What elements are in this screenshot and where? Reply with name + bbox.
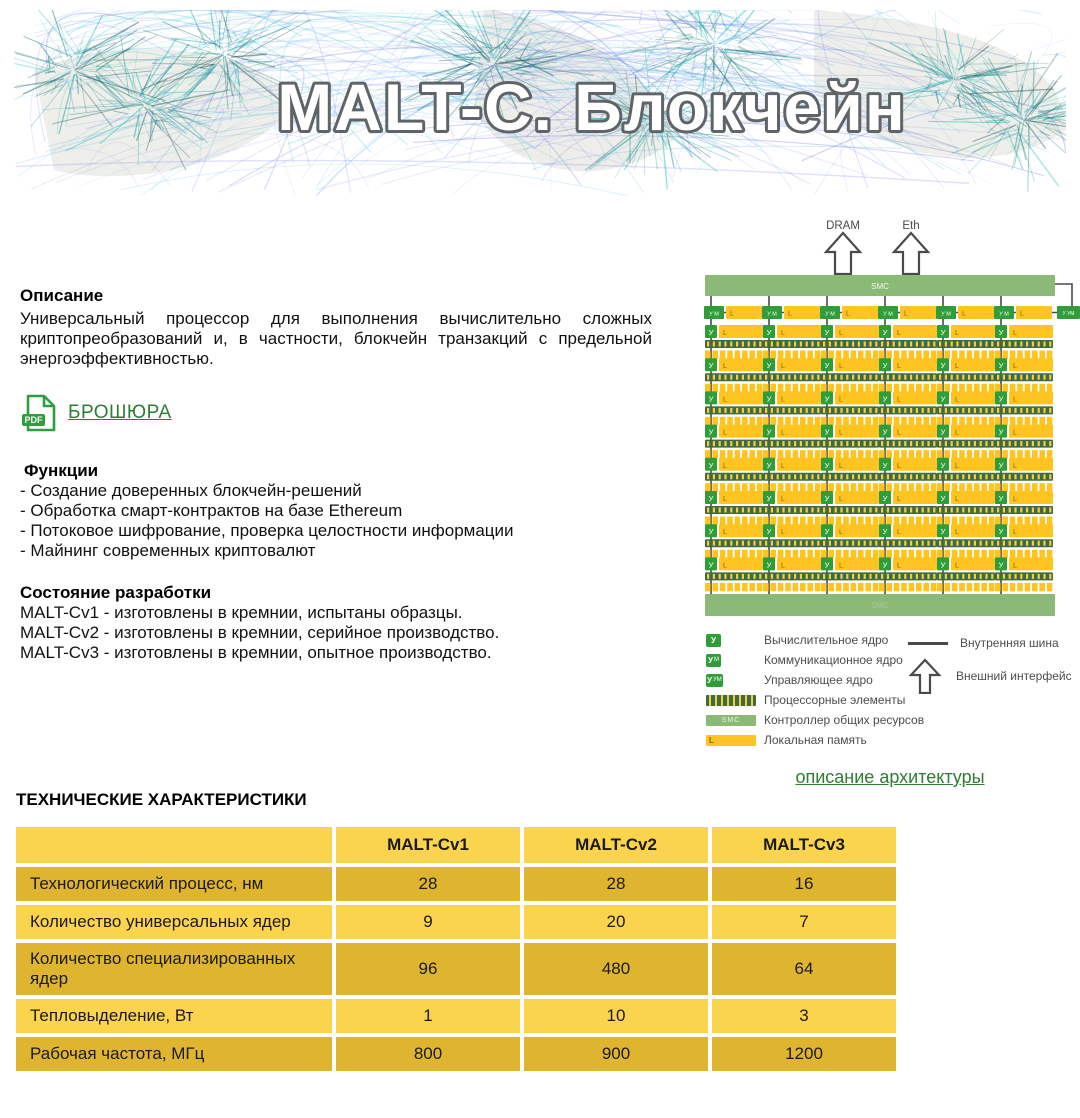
status-item: MALT-Cv3 - изготовлены в кремнии, опытное производство.	[20, 643, 492, 662]
spec-cell: 96	[336, 943, 520, 995]
svg-text:L: L	[897, 462, 901, 470]
legend-item	[908, 658, 1074, 694]
svg-text:L: L	[839, 496, 843, 503]
spec-column-header: MALT-Cv1	[336, 827, 520, 863]
description-text: Универсальный процессор для выполнения вычислительно сложных криптопреобразований и, в частности, блокчейн транзакций с предельной энергоэффективностью.	[20, 309, 652, 368]
legend-label: Коммуникационное ядро	[764, 653, 903, 667]
svg-text:У: У	[998, 494, 1004, 503]
svg-text:L: L	[846, 310, 850, 318]
svg-text:Eth: Eth	[902, 220, 920, 232]
memory-bar-icon: L	[706, 735, 764, 746]
svg-text:У: У	[998, 560, 1004, 570]
function-item: - Создание доверенных блокчейн-решений	[20, 481, 362, 500]
legend-item	[908, 636, 1074, 650]
spec-cell: 28	[524, 867, 708, 901]
functions-list	[20, 481, 652, 561]
spec-cell: 1	[336, 999, 520, 1033]
svg-text:L: L	[897, 429, 901, 437]
svg-text:L: L	[897, 363, 901, 371]
svg-text:L: L	[781, 330, 785, 337]
svg-text:L: L	[781, 562, 785, 570]
spec-cell: 64	[712, 943, 896, 995]
compute-core-icon: У	[706, 634, 764, 647]
svg-text:У: У	[940, 328, 946, 337]
pe-bar-icon	[706, 695, 764, 706]
smc-bar-icon: SMC	[706, 715, 764, 726]
svg-text:L: L	[839, 330, 843, 337]
spec-row-label: Технологический процесс, нм	[16, 867, 332, 901]
svg-text:У: У	[824, 427, 830, 437]
svg-text:У М: У М	[999, 311, 1009, 318]
legend-item	[706, 733, 1080, 747]
svg-text:У: У	[708, 527, 714, 537]
spec-cell: 7	[712, 905, 896, 939]
svg-text:SMC: SMC	[871, 601, 889, 610]
svg-text:L: L	[839, 363, 843, 371]
svg-text:L: L	[1013, 562, 1017, 570]
svg-text:L: L	[1013, 396, 1017, 404]
svg-text:L: L	[897, 396, 901, 404]
brochure-label[interactable]: БРОШЮРА	[68, 402, 172, 423]
spec-cell: 28	[336, 867, 520, 901]
svg-text:L: L	[781, 496, 785, 503]
svg-text:У: У	[940, 560, 946, 570]
svg-text:PDF: PDF	[24, 415, 43, 425]
spec-cell: 1200	[712, 1037, 896, 1071]
legend-right	[908, 633, 1074, 694]
architecture-link[interactable]: описание архитектуры	[795, 767, 985, 787]
svg-text:У: У	[882, 494, 888, 503]
svg-text:У М: У М	[767, 311, 777, 318]
functions-heading: Функции	[24, 461, 99, 480]
svg-text:У: У	[882, 361, 888, 371]
spec-cell: 16	[712, 867, 896, 901]
spec-cell: 800	[336, 1037, 520, 1071]
svg-text:L: L	[781, 363, 785, 371]
svg-text:L: L	[955, 496, 959, 503]
left-column	[20, 286, 652, 663]
legend-label: Локальная память	[764, 733, 867, 747]
svg-text:L: L	[1013, 363, 1017, 371]
svg-text:У: У	[882, 427, 888, 437]
spec-column-header: MALT-Cv3	[712, 827, 896, 863]
svg-text:У: У	[766, 361, 772, 371]
banner-network-art	[14, 10, 1066, 196]
svg-text:У: У	[708, 427, 714, 437]
spec-row-label: Количество специализированных ядер	[16, 943, 332, 995]
control-core-icon: У УМ	[707, 675, 722, 685]
spec-row-label: Тепловыделение, Вт	[16, 999, 332, 1033]
spec-row-label: Количество универсальных ядер	[16, 905, 332, 939]
svg-text:У: У	[940, 394, 946, 404]
svg-text:L: L	[723, 529, 727, 537]
svg-text:L: L	[1013, 462, 1017, 470]
svg-text:L: L	[723, 562, 727, 570]
svg-text:У: У	[824, 328, 830, 337]
brochure-link[interactable]	[20, 393, 172, 433]
legend-label: Контроллер общих ресурсов	[764, 713, 925, 727]
banner-title: MALT-C. Блокчейн	[277, 70, 907, 144]
svg-text:L: L	[1013, 496, 1017, 503]
svg-text:L: L	[897, 496, 901, 503]
external-arrow-icon	[908, 658, 942, 694]
svg-text:У: У	[766, 527, 772, 537]
spec-cell: 480	[524, 943, 708, 995]
svg-text:У: У	[766, 560, 772, 570]
svg-text:L: L	[788, 310, 792, 318]
svg-text:У: У	[708, 494, 714, 503]
svg-text:L: L	[781, 396, 785, 404]
specs-heading: ТЕХНИЧЕСКИЕ ХАРАКТЕРИСТИКИ	[16, 790, 307, 809]
svg-text:L: L	[962, 310, 966, 318]
svg-text:L: L	[839, 396, 843, 404]
svg-text:У: У	[766, 328, 772, 337]
spec-cell: 900	[524, 1037, 708, 1071]
svg-text:L: L	[723, 462, 727, 470]
spec-column-header: MALT-Cv2	[524, 827, 708, 863]
svg-text:У: У	[998, 427, 1004, 437]
svg-text:L: L	[723, 496, 727, 503]
svg-text:У: У	[998, 361, 1004, 371]
svg-text:У: У	[940, 527, 946, 537]
svg-text:L: L	[730, 310, 734, 318]
function-item: - Майнинг современных криптовалют	[20, 541, 316, 560]
svg-text:L: L	[955, 562, 959, 570]
svg-text:L: L	[839, 462, 843, 470]
svg-text:У УМ: У УМ	[1062, 311, 1075, 317]
spec-cell: 10	[524, 999, 708, 1033]
function-item: - Обработка смарт-контрактов на базе Ethereum	[20, 501, 403, 520]
pdf-icon[interactable]	[20, 393, 60, 433]
svg-text:L: L	[955, 429, 959, 437]
description-heading: Описание	[20, 286, 104, 305]
svg-text:L: L	[1013, 330, 1017, 337]
svg-text:У: У	[824, 494, 830, 503]
svg-text:У М: У М	[883, 311, 893, 318]
svg-text:У: У	[882, 328, 888, 337]
svg-text:L: L	[955, 330, 959, 337]
legend-label: Вычислительное ядро	[764, 633, 889, 647]
chip-diagram-art	[700, 218, 1080, 618]
svg-text:У: У	[766, 494, 772, 503]
svg-text:У: У	[882, 460, 888, 470]
svg-text:У М: У М	[709, 311, 719, 318]
function-item: - Потоковое шифрование, проверка целостности информации	[20, 521, 514, 540]
chip-architecture-diagram	[700, 218, 1080, 788]
specs-table	[16, 827, 888, 1071]
svg-text:L: L	[723, 396, 727, 404]
legend-label: Внешний интерфейс	[956, 669, 1072, 683]
svg-text:L: L	[1013, 529, 1017, 537]
status-item: MALT-Cv2 - изготовлены в кремнии, серийное производство.	[20, 623, 500, 642]
svg-text:У: У	[766, 394, 772, 404]
svg-text:L: L	[1013, 429, 1017, 437]
svg-text:У: У	[940, 494, 946, 503]
svg-text:L: L	[955, 396, 959, 404]
svg-text:L: L	[781, 429, 785, 437]
svg-text:L: L	[1020, 310, 1024, 318]
svg-text:У: У	[766, 460, 772, 470]
banner	[14, 10, 1066, 196]
legend-label: Управляющее ядро	[764, 673, 873, 687]
svg-text:У: У	[708, 328, 714, 337]
svg-text:L: L	[781, 462, 785, 470]
spec-corner-cell	[16, 827, 332, 863]
svg-text:У: У	[708, 394, 714, 404]
svg-text:L: L	[897, 562, 901, 570]
svg-text:У: У	[824, 560, 830, 570]
svg-text:У: У	[998, 527, 1004, 537]
svg-text:У: У	[708, 460, 714, 470]
svg-text:L: L	[723, 330, 727, 337]
svg-text:L: L	[723, 363, 727, 371]
svg-text:У: У	[824, 527, 830, 537]
diagram-legend	[700, 633, 1080, 747]
svg-text:У: У	[940, 460, 946, 470]
spec-row-label: Рабочая частота, МГц	[16, 1037, 332, 1071]
svg-text:У: У	[824, 460, 830, 470]
svg-text:У: У	[940, 427, 946, 437]
svg-text:DRAM: DRAM	[826, 220, 860, 232]
spec-cell: 9	[336, 905, 520, 939]
status-heading: Состояние разработки	[20, 583, 212, 602]
svg-text:L: L	[839, 529, 843, 537]
svg-text:L: L	[955, 529, 959, 537]
spec-cell: 20	[524, 905, 708, 939]
svg-text:L: L	[723, 429, 727, 437]
status-list	[20, 603, 652, 663]
svg-text:У: У	[708, 361, 714, 371]
svg-text:У: У	[882, 394, 888, 404]
spec-cell: 3	[712, 999, 896, 1033]
svg-text:L: L	[897, 529, 901, 537]
svg-text:У: У	[824, 361, 830, 371]
svg-text:У: У	[882, 527, 888, 537]
svg-text:L: L	[839, 429, 843, 437]
svg-text:L: L	[904, 310, 908, 318]
svg-text:У: У	[882, 560, 888, 570]
legend-label: Процессорные элементы	[764, 693, 906, 707]
legend-item	[706, 713, 1080, 727]
svg-text:У: У	[940, 361, 946, 371]
svg-text:У: У	[824, 394, 830, 404]
svg-text:L: L	[955, 462, 959, 470]
svg-text:У: У	[708, 560, 714, 570]
bus-line-icon	[908, 642, 948, 645]
comm-core-icon: У М	[706, 654, 764, 667]
svg-text:L: L	[955, 363, 959, 371]
svg-text:У: У	[998, 394, 1004, 404]
svg-text:У М: У М	[941, 311, 951, 318]
svg-text:У М: У М	[825, 311, 835, 318]
legend-item	[706, 693, 1080, 707]
svg-text:У: У	[998, 460, 1004, 470]
svg-text:У: У	[766, 427, 772, 437]
status-item: MALT-Cv1 - изготовлены в кремнии, испытаны образцы.	[20, 603, 463, 622]
legend-label: Внутренняя шина	[960, 636, 1059, 650]
svg-text:У: У	[998, 328, 1004, 337]
svg-text:L: L	[897, 330, 901, 337]
svg-text:L: L	[839, 562, 843, 570]
svg-text:SMC: SMC	[871, 282, 889, 291]
svg-text:L: L	[781, 529, 785, 537]
